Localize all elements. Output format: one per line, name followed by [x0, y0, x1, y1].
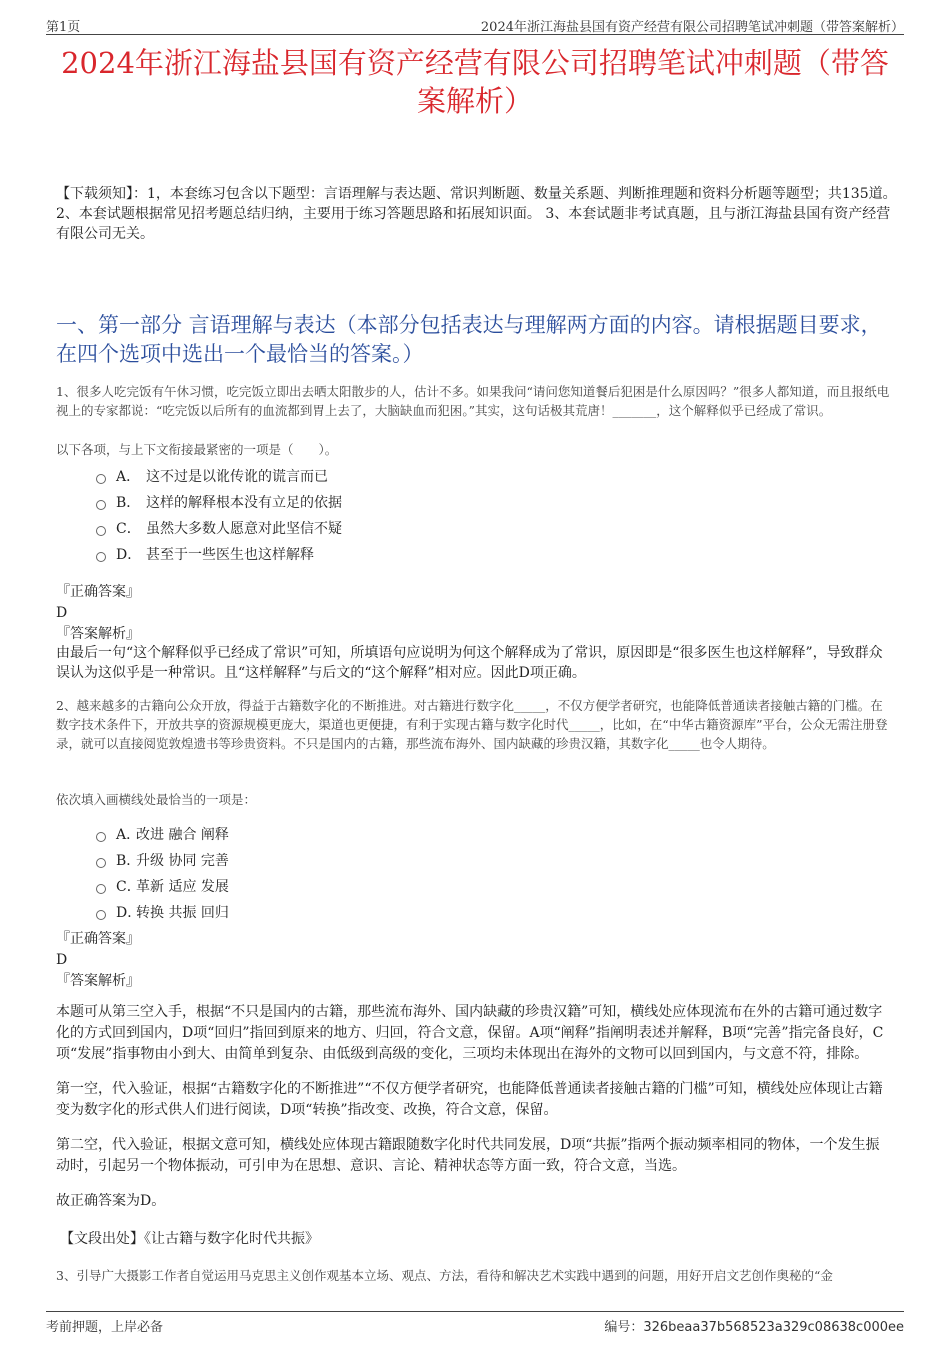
question-2-analysis-label: 『答案解析』: [56, 973, 140, 989]
question-1-stem: 1、很多人吃完饭有午休习惯，吃完饭立即出去晒太阳散步的人，估计不多。如果我问“请问您知道餐后犯困是什么原因吗？”很多人都知道，而且报纸电视上的专家都说：“吃完饭以后所有的血流都到胃上去了，大脑缺血而犯困。”其实，这句话极其荒唐！_______，这个解释似乎已经成了常识。: [56, 384, 890, 418]
document-title: 2024年浙江海盐县国有资产经营有限公司招聘笔试冲刺题（带答案解析）: [61, 46, 889, 118]
question-1-option-d[interactable]: D． 甚至于一些医生也这样解释: [96, 542, 342, 568]
question-1-analysis: 由最后一句“这个解释似乎已经成了常识”可知，所填语句应说明为何这个解释成为了常识，原因即是“很多医生也这样解释”，导致群众误认为这似乎是一种常识。且“这样解释”与后文的“这个解释”相对应。因此D项正确。: [56, 645, 883, 681]
question-2-prompt: 依次填入画横线处最恰当的一项是：: [56, 792, 257, 807]
radio-icon[interactable]: [96, 552, 106, 562]
question-2-stem: 2、越来越多的古籍向公众开放，得益于古籍数字化的不断推进。对古籍进行数字化_____，不仅方便学者研究，也能降低普通读者接触古籍的门槛。在数字技术条件下，开放共享的资源规模更庞大，渠道也更便捷，有利于实现古籍与数字化时代_____，比如，在“中华古籍资源库”平台，公众无需注册登录，就可以直接阅览敦煌遗书等珍贵资料。不只是国内的古籍，那些流布海外、国内缺藏的珍贵汉籍，其数字化_____也令人期待。: [56, 698, 888, 751]
question-1-prompt: 以下各项，与上下文衔接最紧密的一项是（ ）。: [56, 442, 338, 457]
footer-divider: [46, 1311, 904, 1312]
radio-icon[interactable]: [96, 884, 106, 894]
radio-icon[interactable]: [96, 500, 106, 510]
footer-slogan: 考前押题，上岸必备: [46, 1320, 164, 1335]
question-1-option-a[interactable]: A． 这不过是以讹传讹的谎言而已: [96, 464, 342, 490]
passage-source: 【文段出处】《让古籍与数字化时代共振》: [60, 1231, 319, 1247]
download-notice: 【下载须知】：1，本套练习包含以下题型：言语理解与表达题、常识判断题、数量关系题、判断推理题和资料分析题等题型；共135道。 2、本套试题根据常见招考题总结归纳，主要用于练习答题思路和拓展知识面。 3、本套试题非考试真题，且与浙江海盐县国有资产经营有限公司无关。: [56, 186, 897, 242]
question-1-option-b[interactable]: B． 这样的解释根本没有立足的依据: [96, 490, 342, 516]
running-title: 2024年浙江海盐县国有资产经营有限公司招聘笔试冲刺题（带答案解析）: [480, 20, 904, 35]
question-2-option-a[interactable]: A． 改进 融合 阐释: [96, 822, 229, 848]
section-title: 一、第一部分 言语理解与表达（本部分包括表达与理解两方面的内容。请根据题目要求，在四个选项中选出一个最恰当的答案。）: [56, 313, 882, 366]
radio-icon[interactable]: [96, 858, 106, 868]
question-2-analysis: [56, 1002, 890, 1226]
question-1-answer-label: 『正确答案』: [56, 584, 140, 600]
radio-icon[interactable]: [96, 474, 106, 484]
header-divider: [46, 34, 904, 35]
analysis-paragraph: 故正确答案为D。: [56, 1193, 166, 1209]
question-2-option-c[interactable]: C． 革新 适应 发展: [96, 874, 229, 900]
question-2-options: [96, 822, 229, 926]
analysis-paragraph: 本题可从第三空入手，根据“不只是国内的古籍，那些流布海外、国内缺藏的珍贵汉籍”可知，横线处应体现流布在外的古籍可通过数字化的方式回到国内，D项“回归”指回到原来的地方、归回，符合文意，保留。A项“阐释”指阐明表述并解释，B项“完善”指完备良好，C项“发展”指事物由小到大、由简单到复杂、由低级到高级的变化，三项均未体现出在海外的文物可以回到国内，与文意不符，排除。: [56, 1004, 884, 1062]
document-code: 编号：326beaa37b568523a329c08638c000ee: [604, 1320, 904, 1335]
question-3-stem: 3、引导广大摄影工作者自觉运用马克思主义创作观基本立场、观点、方法，看待和解决艺术实践中遇到的问题，用好开启文艺创作奥秘的“金: [56, 1268, 833, 1283]
radio-icon[interactable]: [96, 832, 106, 842]
analysis-paragraph: 第一空，代入验证，根据“古籍数字化的不断推进”“不仅方便学者研究，也能降低普通读者接触古籍的门槛”可知，横线处应体现让古籍变为数字化的形式供人们进行阅读，D项“转换”指改变、改换，符合文意，保留。: [56, 1081, 883, 1118]
question-1-analysis-label: 『答案解析』: [56, 626, 140, 642]
question-1-answer: D: [56, 605, 68, 621]
question-1-options: [96, 464, 342, 568]
question-2-answer-label: 『正确答案』: [56, 931, 140, 947]
page-number: 第1页: [46, 20, 81, 35]
analysis-paragraph: 第二空，代入验证，根据文意可知，横线处应体现古籍跟随数字化时代共同发展，D项“共振”指两个振动频率相同的物体，一个发生振动时，引起另一个物体振动，可引申为在思想、意识、言论、精神状态等方面一致，符合文意，当选。: [56, 1137, 880, 1174]
radio-icon[interactable]: [96, 526, 106, 536]
question-2-option-b[interactable]: B． 升级 协同 完善: [96, 848, 229, 874]
question-1-option-c[interactable]: C． 虽然大多数人愿意对此坚信不疑: [96, 516, 342, 542]
question-2-answer: D: [56, 952, 68, 968]
question-2-option-d[interactable]: D． 转换 共振 回归: [96, 900, 229, 926]
radio-icon[interactable]: [96, 910, 106, 920]
page-header: [46, 12, 904, 34]
